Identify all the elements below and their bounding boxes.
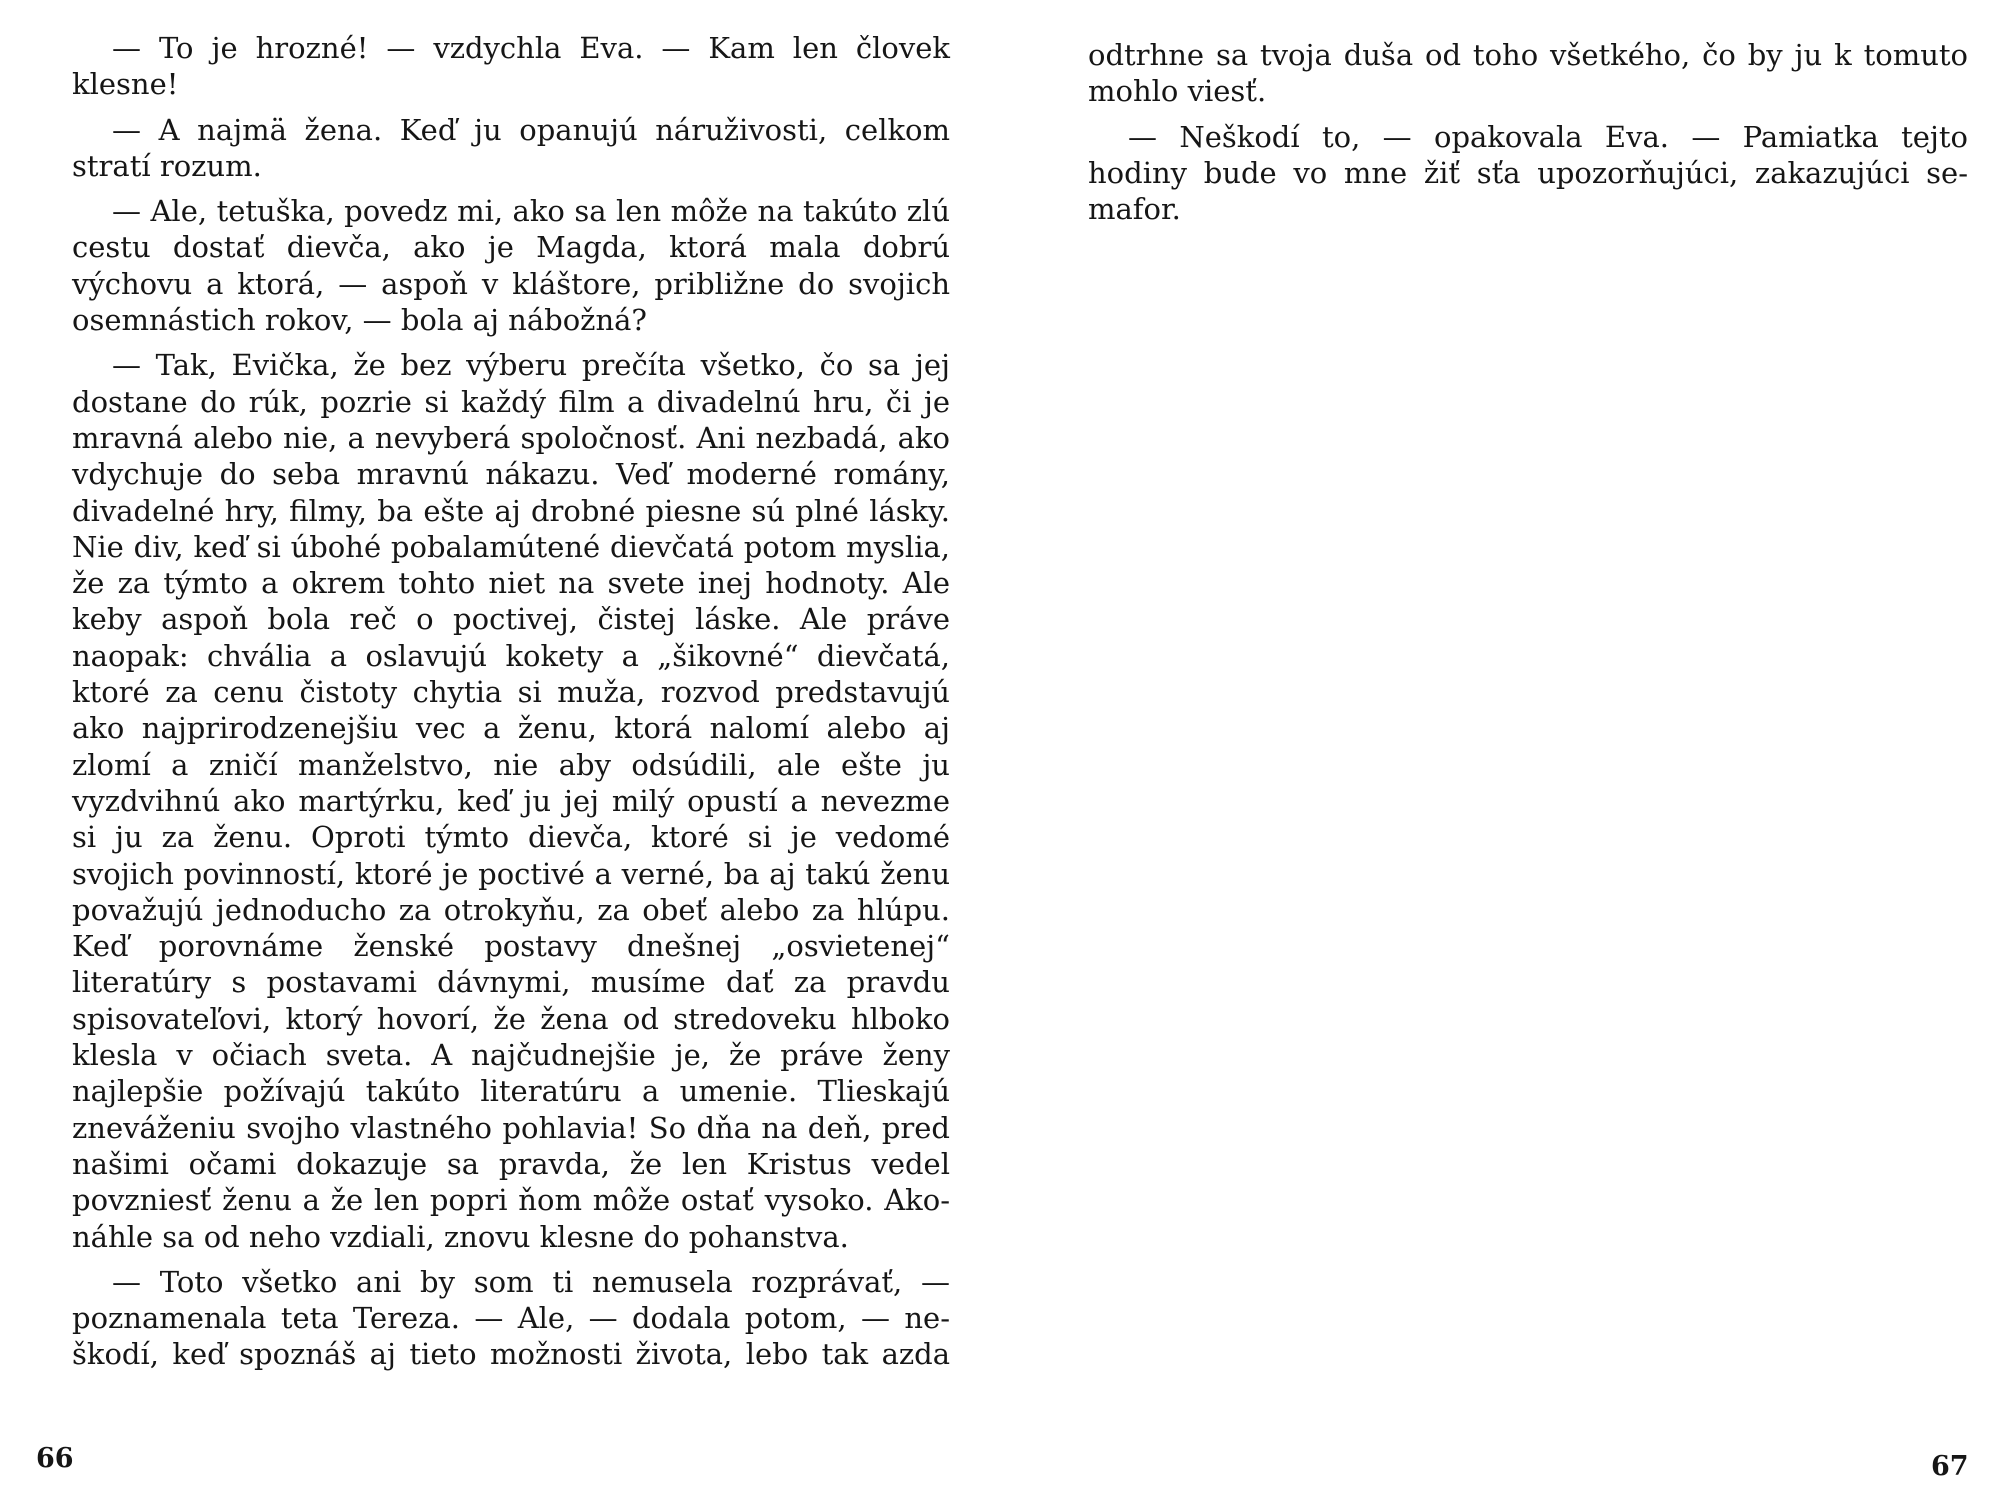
paragraph: — Toto všetko ani by som ti nemusela rozprávať, — poznamenala teta Tereza. — Ale, — dodala potom, — neškodí, keď spoznáš aj tieto možnosti života, lebo tak azda — [72, 1264, 950, 1372]
paragraph: — Ale, tetuška, povedz mi, ako sa len môže na takúto zlú cestu dostať dievča, ako je Magda, ktorá mala dobrú výchovu a ktorá, — aspoň v kláštore, približne do svojich osemnástich rokov, — bola aj nábožná? — [72, 194, 950, 338]
paragraph: odtrhne sa tvoja duša od toho všetkého, čo by ju k tomuto mohlo viesť. — [1088, 38, 1968, 109]
paragraph: — A najmä žena. Keď ju opanujú náruživosti, celkom stratí rozum. — [72, 112, 950, 183]
paragraph: — Neškodí to, — opakovala Eva. — Pamiatka tejto hodiny bude vo mne žiť sťa upozorňujúci, zakazujúci semafor. — [1088, 119, 1968, 227]
page-number: 67 — [1931, 1451, 1969, 1482]
right-page — [1006, 0, 2012, 1500]
left-page-text — [72, 30, 950, 1382]
paragraph: — Tak, Evička, že bez výberu prečíta všetko, čo sa jej dostane do rúk, pozrie si každý film a divadelnú hru, či je mravná alebo nie, a nevyberá spoločnosť. Ani nezbadá, ako vdychuje do seba mravnú nákazu. Veď moderné romány, divadelné hry, filmy, ba ešte aj drobné piesne sú plné lásky. Nie div, keď si úbohé pobalamútené dievčatá potom myslia, že za týmto a okrem tohto niet na svete inej hodnoty. Ale keby aspoň bola reč o poctivej, čistej láske. Ale práve naopak: chvália a oslavujú kokety a „šikovné“ dievčatá, ktoré za cenu čistoty chytia si muža, rozvod predstavujú ako najprirodzenejšiu vec a ženu, ktorá nalomí alebo aj zlomí a zničí manželstvo, nie aby odsúdili, ale ešte ju vyzdvihnú ako martýrku, keď ju jej milý opustí a nevezme si ju za ženu. Oproti týmto dievča, ktoré si je vedomé svojich povinností, ktoré je poctivé a verné, ba aj takú ženu považujú jednoducho za otrokyňu, za obeť alebo za hlúpu. Keď porovnáme ženské postavy dnešnej „osvietenej“ literatúry s postavami dávnymi, musíme dať za pravdu spisovateľovi, ktorý hovorí, že žena od stredoveku hlboko klesla v očiach sveta. A najčudnejšie je, že práve ženy najlepšie požívajú takúto literatúru a umenie. Tlieskajú zneváženiu svojho vlastného pohlavia! So dňa na deň, pred našimi očami dokazuje sa pravda, že len Kristus vedel povzniesť ženu a že len popri ňom môže ostať vysoko. Akonáhle sa od neho vzdiali, znovu klesne do pohanstva. — [72, 348, 950, 1254]
right-page-text — [1088, 37, 1968, 236]
paragraph: — To je hrozné! — vzdychla Eva. — Kam len človek klesne! — [72, 31, 950, 102]
page-number: 66 — [36, 1443, 74, 1474]
